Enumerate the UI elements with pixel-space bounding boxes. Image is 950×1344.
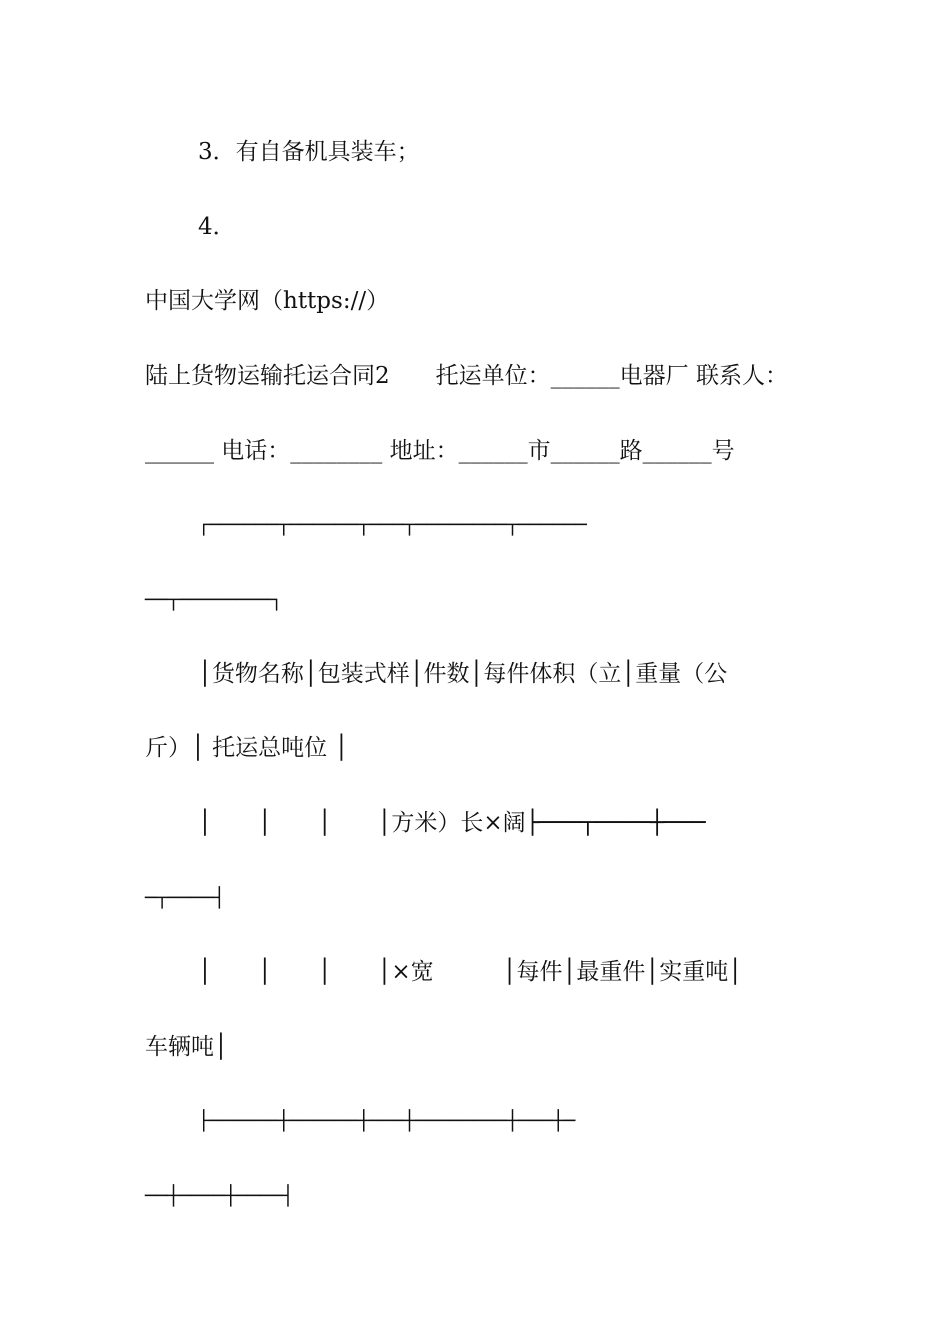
table-header-row-1: │货物名称│包装式样│件数│每件体积（立│重量（公	[198, 661, 728, 687]
source-line: 中国大学网（https://）	[145, 288, 390, 314]
table-separator-cont: ──┼────┼────┤	[145, 1185, 294, 1207]
table-border-top-cont: ──┬────────┐	[145, 589, 283, 611]
list-item-4: 4．	[198, 214, 236, 240]
table-header-row-3-cont: 车辆吨│	[145, 1034, 228, 1060]
table-border-top: ┌──────┬──────┬───┬────────┬──────	[198, 514, 587, 536]
table-header-row-2-cont: ─┬────┤	[145, 887, 226, 909]
list-item-3: 3．有自备机具装车；	[198, 139, 420, 165]
contract-title-line: 陆上货物运输托运合同2 托运单位：______电器厂 联系人：	[145, 363, 788, 389]
table-header-row-2: │ │ │ │方米）长×阔├───┬────┼───	[198, 810, 706, 836]
table-header-row-1-cont: 斤）│ 托运总吨位 │	[145, 735, 349, 761]
table-separator: ├──────┼──────┼───┼────────┼───┼─	[198, 1110, 576, 1132]
table-header-row-3: │ │ │ │×宽 │每件│最重件│实重吨│	[198, 959, 743, 985]
contact-info-line: ______ 电话：________ 地址：______市______路______号	[145, 438, 735, 464]
